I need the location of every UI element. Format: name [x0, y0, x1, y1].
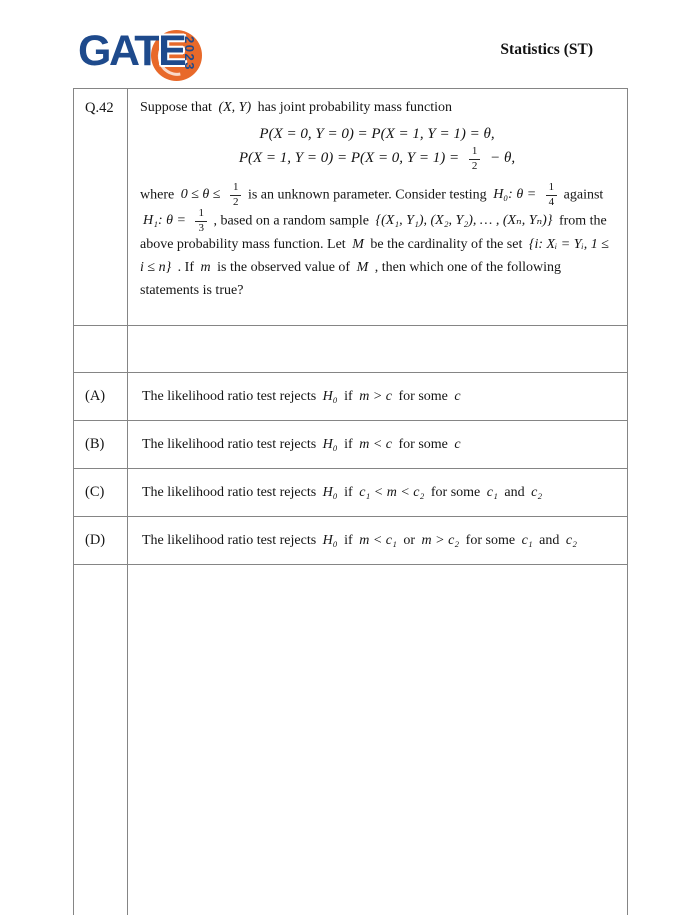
bottom-spacer-cell-right [128, 565, 628, 915]
math-run: H₀ [322, 532, 338, 548]
question-intro [140, 100, 614, 116]
logo-year: 2023 [182, 36, 197, 71]
math-run: P(X = 1, Y = 0) = P(X = 0, Y = 1) = [238, 150, 460, 167]
text-run: if [344, 532, 353, 548]
math-run: H₀ [322, 436, 338, 452]
option-label-c: (C) [74, 469, 128, 517]
text-run: The likelihood ratio test rejects [142, 532, 317, 548]
text-run: for some [465, 532, 516, 548]
math-run: H₁: θ = [143, 213, 186, 229]
text-run: , based on a random sample [213, 213, 369, 229]
math-run: m [200, 259, 211, 275]
spacer-row [74, 326, 628, 373]
equation-line-2 [140, 146, 614, 172]
fraction: $\frac{1}{2}$ [469, 146, 481, 172]
gate-2023-logo [78, 27, 218, 85]
bottom-spacer-cell-left [74, 565, 128, 915]
text-run: be the cardinality of the set [370, 237, 523, 253]
spacer-cell-left [74, 326, 128, 373]
text-run: The likelihood ratio test rejects [142, 484, 317, 500]
math-run: m > c₂ [421, 532, 460, 548]
option-row-a [74, 373, 628, 421]
text-run: if [344, 484, 353, 500]
math-run: {i: Xᵢ = Yᵢ, 1 ≤ i ≤ n} [140, 237, 609, 275]
math-run: {(X₁, Y₁), (X₂, Y₂), … , (Xₙ, Yₙ)} [375, 213, 553, 229]
text-run: if [344, 388, 353, 404]
text-run: The likelihood ratio test rejects [142, 436, 317, 452]
paper-subject-title: Statistics (ST) [500, 41, 593, 58]
option-text-b [128, 437, 627, 453]
math-run: c₁ [521, 532, 533, 548]
math-run: M [352, 237, 364, 253]
option-text-a [128, 389, 627, 405]
option-text-d [128, 533, 627, 549]
logo-wordmark [78, 28, 184, 75]
fraction: $\frac{1}{2}$ [230, 182, 242, 208]
option-label-d: (D) [74, 517, 128, 565]
option-cell-c [128, 469, 628, 517]
math-run: m > c [359, 388, 392, 404]
option-row-b [74, 421, 628, 469]
text-run: is the observed value of [217, 259, 351, 275]
text-run: . If [177, 259, 194, 275]
math-run: − θ, [490, 150, 516, 167]
fraction: $\frac{1}{3}$ [195, 208, 207, 234]
fraction: $\frac{1}{4}$ [546, 182, 558, 208]
option-row-c [74, 469, 628, 517]
text-run: Suppose that [140, 100, 212, 115]
math-run: H₀ [322, 484, 338, 500]
math-run: M [356, 259, 369, 275]
text-run: or [403, 532, 416, 548]
math-run: c [454, 388, 461, 404]
text-run: against [563, 187, 604, 203]
question-cell [128, 89, 628, 326]
text-run: is an unknown parameter. Consider testing [247, 187, 487, 203]
question-row [74, 89, 628, 326]
text-run: has joint probability mass function [257, 100, 453, 115]
math-run: P(X = 0, Y = 0) = P(X = 1, Y = 1) = θ, [259, 126, 495, 142]
math-run: c [454, 436, 461, 452]
option-cell-b [128, 421, 628, 469]
logo-gat-letters: GAT [78, 27, 159, 75]
option-cell-a [128, 373, 628, 421]
question-body [140, 182, 614, 302]
math-run: c₁ < m < c₂ [359, 484, 425, 500]
text-run: from the above probability mass function. Let [140, 213, 607, 253]
equation-line-1 [140, 126, 614, 143]
option-row-d [74, 517, 628, 565]
text-run: for some [398, 436, 448, 452]
bottom-spacer-row [74, 565, 628, 915]
math-run: (X, Y) [218, 100, 252, 115]
question-table [73, 88, 628, 915]
math-run: 0 ≤ θ ≤ [180, 187, 221, 203]
math-run: H₀ [322, 388, 338, 404]
text-run: if [344, 436, 353, 452]
text-run: and [504, 484, 525, 500]
text-run: for some [430, 484, 481, 500]
text-run: The likelihood ratio test rejects [142, 388, 317, 404]
math-run: c₁ [486, 484, 498, 500]
math-run: H₀: θ = [493, 187, 537, 203]
text-run: where [140, 187, 175, 203]
option-text-c [128, 485, 627, 501]
option-label-a: (A) [74, 373, 128, 421]
spacer-cell-right [128, 326, 628, 373]
option-cell-d [128, 517, 628, 565]
text-run: and [539, 532, 560, 548]
text-run: , then which one of the following statements is true? [140, 259, 562, 298]
math-run: m < c [359, 436, 392, 452]
math-run: c₂ [531, 484, 543, 500]
text-run: for some [398, 388, 448, 404]
option-label-b: (B) [74, 421, 128, 469]
question-number: Q.42 [74, 89, 128, 326]
logo-e-letter: E [158, 27, 185, 75]
math-run: c₂ [565, 532, 577, 548]
math-run: m < c₁ [359, 532, 397, 548]
